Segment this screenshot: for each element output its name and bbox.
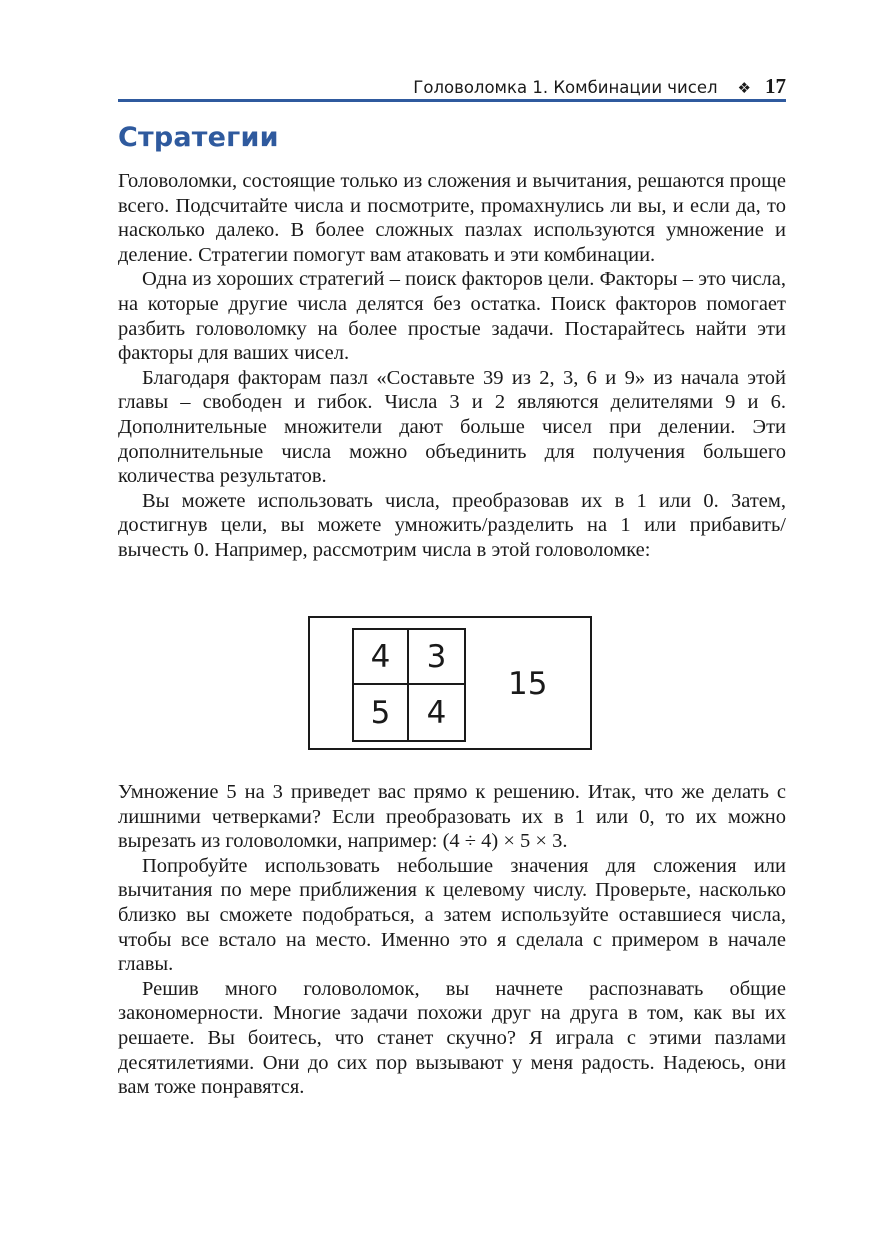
puzzle-cell: 4 [426, 694, 447, 731]
puzzle-grid [352, 628, 466, 742]
running-head [118, 74, 786, 98]
paragraph: Головоломки, состоящие только из сложения и вычитания, решаются проще всего. Подсчитайте числа и посмотрите, промахнулись ли вы, и если да, то насколько далеко. В более сложных пазлах используются умножение и деление. Стратегии помогут вам атаковать и эти комбинации. [118, 170, 786, 266]
paragraph: Одна из хороших стратегий – поиск факторов цели. Факторы – это числа, на которые другие числа делятся без остатка. Поиск факторов помогает разбить головоломку на более простые задачи. Постарайтесь найти эти факторы для ваших чисел. [118, 268, 786, 365]
puzzle-cell: 5 [354, 685, 409, 740]
body-text-bottom [118, 780, 786, 1100]
paragraph: Решив много головоломок, вы начнете распознавать общие закономерности. Многие задачи похожи друг на друга в том, как вы их решаете. Вы боитесь, что станет скучно? Я играла с этими пазлами десятилетиями. Они до сих пор вызывают у меня радость. Надеюсь, они вам тоже понравятся. [118, 977, 786, 1099]
puzzle-cell: 3 [409, 630, 464, 685]
paragraph: Благодаря факторам пазл «Составьте 39 из 2, 3, 6 и 9» из начала этой главы – свободен и гибок. Числа 3 и 2 являются делителями 9 и 6. Дополнительные множители дают больше чисел при делении. Эти дополнительные числа можно объединить для получения большего количества результатов. [118, 366, 786, 488]
puzzle-target: 15 [508, 666, 548, 702]
puzzle-figure [308, 616, 592, 750]
paragraph: Попробуйте использовать небольшие значения для сложения или вычитания по мере приближения к целевому числу. Проверьте, насколько близко вы сможете подобраться, а затем используйте оставшиеся числа, чтобы все встало на место. Именно это я сделала с примером в начале главы. [118, 854, 786, 976]
paragraph: Умножение 5 на 3 приведет вас прямо к решению. Итак, что же делать с лишними четверками? Если преобразовать их в 1 или 0, то их можно вырезать из головоломки, например: (4 ÷ 4) × 5 × 3. [118, 781, 786, 853]
puzzle-cell: 4 [354, 630, 409, 685]
header-rule [118, 99, 786, 102]
ornament-icon: ❖ [737, 79, 751, 97]
page-number: 17 [765, 74, 786, 98]
body-text-top [118, 169, 786, 563]
section-title: Стратегии [118, 122, 279, 153]
paragraph: Вы можете использовать числа, преобразовав их в 1 или 0. Затем, достигнув цели, вы можете умножить/разделить на 1 или прибавить/вычесть 0. Например, рассмотрим числа в этой головоломке: [118, 489, 786, 561]
running-title: Головоломка 1. Комбинации чисел [413, 78, 718, 97]
